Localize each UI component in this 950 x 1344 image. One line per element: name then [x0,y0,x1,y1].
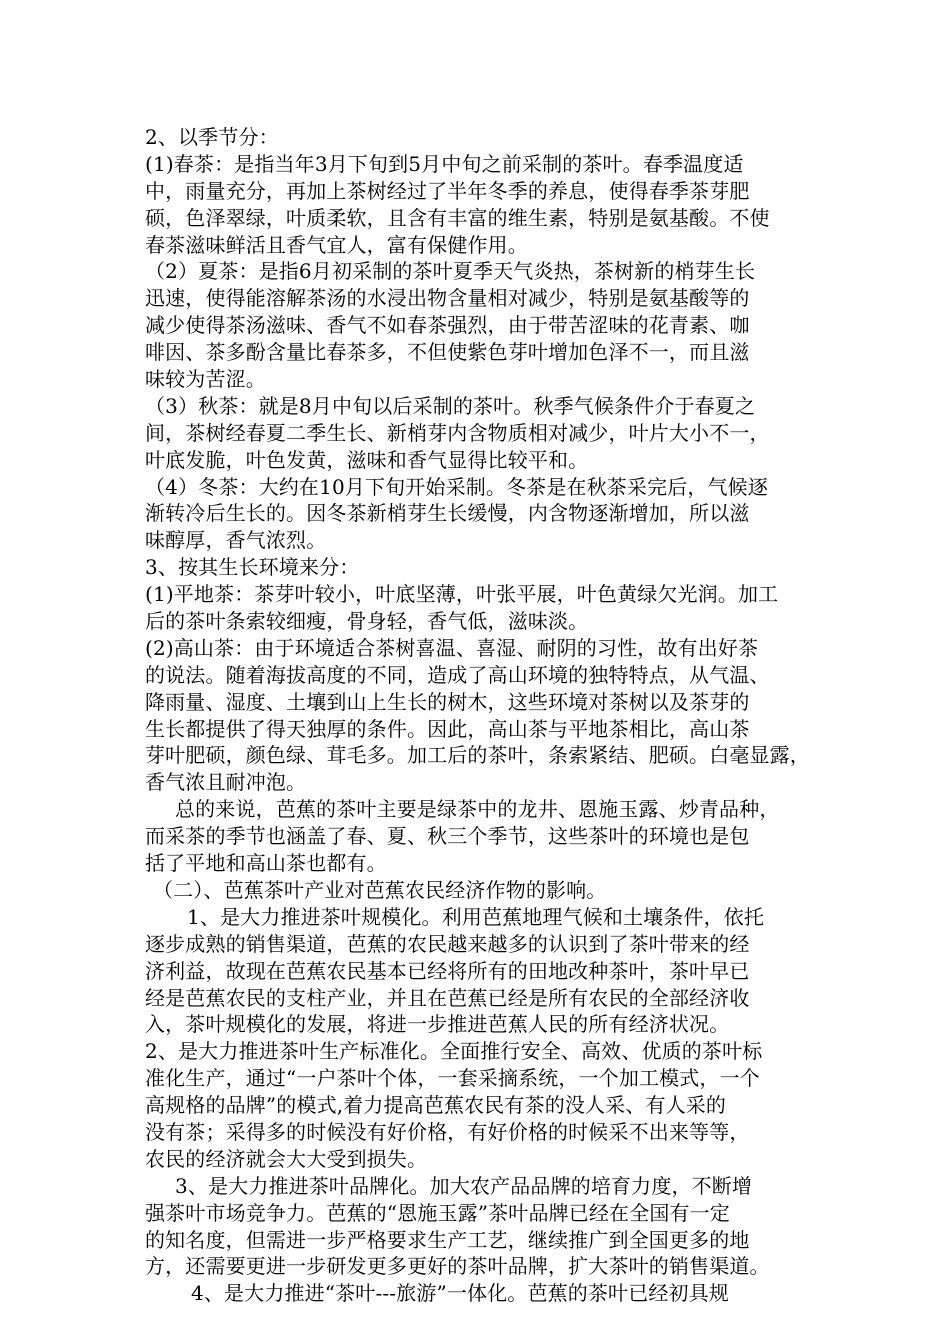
paragraph-line: 叶底发脆，叶色发黄，滋味和香气显得比较平和。 [145,447,589,472]
paragraph-line: 强茶叶市场竞争力。芭蕉的“恩施玉露”茶叶品牌已经在全国有一定 [145,1200,730,1225]
paragraph-line: (1)平地茶：茶芽叶较小，叶底坚薄，叶张平展，叶色黄绿欠光润。加工 [145,582,779,607]
paragraph-line: （3）秋茶：就是8月中旬以后采制的茶叶。秋季气候条件介于春夏之 [145,393,756,418]
paragraph-line: (2)高山茶：由于环境适合茶树喜温、喜湿、耐阴的习性，故有出好茶 [145,635,759,660]
paragraph-line: （2）夏茶：是指6月初采制的茶叶夏季天气炎热，茶树新的梢芽生长 [145,259,756,284]
heading-by-environment: 3、按其生长环境来分： [145,555,360,580]
paragraph-line: 3、是大力推进茶叶品牌化。加大农产品品牌的培育力度，不断增 [175,1173,753,1198]
summary-line: 而采茶的季节也涵盖了春、夏、秋三个季节，这些茶叶的环境也是包 [145,824,750,849]
paragraph-line: 香气浓且耐冲泡。 [145,770,307,795]
paragraph-line: 减少使得茶汤滋味、香气不如春茶强烈，由于带苦涩味的花青素、咖 [145,313,750,338]
paragraph-line: 方，还需要更进一步研发更多更好的茶叶品牌，扩大茶叶的销售渠道。 [145,1254,770,1279]
paragraph-line: 味较为苦涩。 [145,367,266,392]
paragraph-line: 准化生产，通过“一户茶叶个体，一套采摘系统，一个加工模式，一个 [145,1066,760,1091]
paragraph-line: 春茶滋味鲜活且香气宜人，富有保健作用。 [145,232,528,257]
paragraph-line: 经是芭蕉农民的支柱产业，并且在芭蕉已经是所有农民的全部经济收 [145,985,750,1010]
paragraph-line: 芽叶肥硕，颜色绿、茸毛多。加工后的茶叶，条索紧结、肥硕。白毫显露， [145,743,810,768]
paragraph-line: 逐步成熟的销售渠道，芭蕉的农民越来越多的认识到了茶叶带来的经 [145,931,750,956]
paragraph-line: 间，茶树经春夏二季生长、新梢芽内含物质相对减少，叶片大小不一， [145,420,770,445]
paragraph-line: 生长都提供了得天独厚的条件。因此，高山茶与平地茶相比，高山茶 [145,716,750,741]
paragraph-line: 农民的经济就会大大受到损失。 [145,1146,428,1171]
paragraph-line: 1、是大力推进茶叶规模化。利用芭蕉地理气候和土壤条件，依托 [187,904,765,929]
paragraph-line: 济利益，故现在芭蕉农民基本已经将所有的田地改种茶叶，茶叶早已 [145,958,750,983]
paragraph-line: 的知名度，但需进一步严格要求生产工艺，继续推广到全国更多的地 [145,1227,750,1252]
paragraph-line: 没有茶；采得多的时候没有好价格，有好价格的时候采不出来等等， [145,1119,750,1144]
paragraph-line: 迅速，使得能溶解茶汤的水浸出物含量相对减少，特别是氨基酸等的 [145,286,750,311]
paragraph-line: 入，茶叶规模化的发展，将进一步推进芭蕉人民的所有经济状况。 [145,1012,730,1037]
paragraph-line: 2、是大力推进茶叶生产标准化。全面推行安全、高效、优质的茶叶标 [145,1039,763,1064]
paragraph-line: 硕，色泽翠绿，叶质柔软，且含有丰富的维生素，特别是氨基酸。不使 [145,205,770,230]
section-heading: （二）、芭蕉茶叶产业对芭蕉农民经济作物的影响。 [153,877,607,902]
paragraph-line: 的说法。随着海拔高度的不同，造成了高山环境的独特特点，从气温、 [145,662,770,687]
paragraph-line: 后的茶叶条索较细瘦，骨身轻，香气低，滋味淡。 [145,609,589,634]
paragraph-line: 渐转冷后生长的。因冬茶新梢芽生长缓慢，内含物逐渐增加，所以滋 [145,501,750,526]
summary-line: 总的来说，芭蕉的茶叶主要是绿茶中的龙井、恩施玉露、炒青品种， [175,797,780,822]
summary-line: 括了平地和高山茶也都有。 [145,851,387,876]
heading-by-season: 2、以季节分： [145,125,279,149]
paragraph-line: 味醇厚，香气浓烈。 [145,528,327,553]
body-text [145,124,817,1307]
paragraph-line: 降雨量、湿度、土壤到山上生长的树木，这些环境对茶树以及茶芽的 [145,689,750,714]
paragraph-line: （4）冬茶：大约在10月下旬开始采制。冬茶是在秋茶采完后，气候逐 [145,474,768,499]
paragraph-line: 啡因、茶多酚含量比春茶多，不但使紫色芽叶增加色泽不一，而且滋 [145,340,750,365]
paragraph-line: (1)春茶：是指当年3月下旬到5月中旬之前采制的茶叶。春季温度适 [145,151,744,176]
paragraph-line: 4、是大力推进“茶叶---旅游”一体化。芭蕉的茶叶已经初具规 [191,1281,729,1306]
paragraph-line: 中，雨量充分，再加上茶树经过了半年冬季的养息，使得春季茶芽肥 [145,178,750,203]
paragraph-line: 高规格的品牌”的模式,着力提高芭蕉农民有茶的没人采、有人采的 [145,1093,727,1118]
